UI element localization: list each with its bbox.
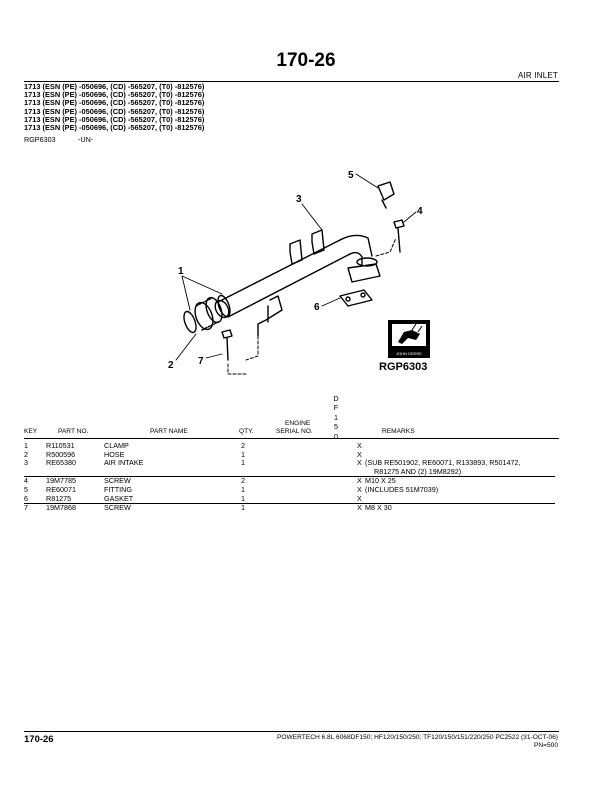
cell-part-name: SCREW bbox=[104, 477, 241, 486]
table-row bbox=[24, 459, 555, 477]
air-intake-tube-top bbox=[218, 240, 340, 302]
air-intake-tube-bottom bbox=[228, 254, 350, 317]
cell-remarks: M10 X 25 bbox=[365, 477, 555, 486]
cell-part-no: R81275 bbox=[46, 493, 72, 503]
cell-engine-serial bbox=[277, 495, 357, 504]
cell-engine-serial bbox=[277, 486, 357, 495]
callout-3: 3 bbox=[296, 194, 302, 205]
logo-text: JOHN DEERE bbox=[396, 351, 422, 356]
header-part-name: PART NAME bbox=[150, 428, 188, 435]
df-char: 1 bbox=[334, 412, 338, 422]
cell-qty: 1 bbox=[241, 449, 245, 459]
header-serial-no: SERIAL NO. bbox=[276, 428, 313, 435]
cell-part-no: RE65380 bbox=[46, 458, 76, 468]
table-row bbox=[24, 504, 555, 513]
cell-qty: 2 bbox=[241, 441, 245, 450]
cell-remarks: (INCLUDES 51M7039) bbox=[365, 484, 439, 494]
cell-engine-serial bbox=[277, 442, 357, 451]
cell-df: X bbox=[357, 441, 362, 450]
footer-pn: PN=500 bbox=[533, 741, 558, 749]
section-title: AIR INLET bbox=[517, 71, 558, 80]
cell-df: X bbox=[357, 484, 362, 494]
df-char: F bbox=[333, 403, 339, 413]
cell-key: 5 bbox=[24, 484, 28, 494]
serial-line: 1713 (ESN (PE) -050696, (CD) -565207, (T0) -812576) bbox=[24, 90, 205, 100]
cell-key: 3 bbox=[24, 458, 28, 468]
df-char: 0 bbox=[334, 431, 338, 441]
serial-line: 1713 (ESN (PE) -050696, (CD) -565207, (T0) -812576) bbox=[24, 123, 205, 133]
remarks-line: R81275 AND (2) 19M8292) bbox=[374, 466, 462, 476]
cell-qty: 1 bbox=[241, 504, 277, 513]
cell-df: X bbox=[357, 493, 362, 503]
serial-line: 1713 (ESN (PE) -050696, (CD) -565207, (T0) -812576) bbox=[24, 82, 205, 91]
cell-df: X bbox=[357, 477, 365, 486]
cell-part-no: R110531 bbox=[46, 441, 75, 450]
cell-engine-serial bbox=[277, 477, 357, 486]
cell-part-no: R500596 bbox=[46, 449, 76, 459]
footer-page-number: 170-26 bbox=[24, 734, 54, 745]
figure-caption: RGP6303 bbox=[379, 361, 428, 373]
footer-rule bbox=[24, 731, 559, 732]
header-key: KEY bbox=[24, 428, 38, 435]
cell-engine-serial bbox=[277, 451, 357, 460]
cell-key: 1 bbox=[24, 441, 28, 450]
callout-2: 2 bbox=[168, 360, 174, 371]
figure-ref-code: RGP6303 bbox=[24, 135, 56, 144]
df-char: 5 bbox=[334, 422, 338, 432]
cell-key: 4 bbox=[24, 477, 46, 486]
callout-4: 4 bbox=[417, 206, 423, 217]
cell-part-no: 19M7868 bbox=[46, 504, 104, 513]
cell-qty: 1 bbox=[241, 493, 245, 503]
cell-engine-serial bbox=[277, 504, 357, 513]
cell-remarks bbox=[365, 459, 555, 477]
cell-part-name: HOSE bbox=[104, 449, 125, 459]
df-column-header bbox=[331, 394, 341, 441]
cell-part-name: CLAMP bbox=[104, 441, 129, 450]
cell-df: X bbox=[357, 504, 365, 513]
header-engine: ENGINE bbox=[285, 420, 311, 427]
header-part-no: PART NO. bbox=[58, 428, 89, 435]
serial-list bbox=[24, 83, 204, 132]
table-header-rule bbox=[24, 438, 559, 439]
cell-part-name: AIR INTAKE bbox=[104, 458, 144, 468]
header-remarks: REMARKS bbox=[382, 428, 415, 435]
cell-qty: 2 bbox=[241, 477, 277, 486]
cell-df: X bbox=[357, 449, 362, 459]
figure-reference bbox=[24, 135, 93, 144]
remarks-line: (SUB RE501902, RE60071, R133893, R501472, bbox=[365, 458, 521, 468]
serial-line: 1713 (ESN (PE) -050696, (CD) -565207, (T0) -812576) bbox=[24, 98, 205, 108]
cell-engine-serial bbox=[277, 459, 357, 477]
serial-line: 1713 (ESN (PE) -050696, (CD) -565207, (T0) -812576) bbox=[24, 106, 205, 116]
figure-orientation: -UN- bbox=[78, 135, 94, 144]
cell-remarks bbox=[365, 495, 555, 504]
cell-df: X bbox=[357, 458, 362, 468]
parts-table bbox=[24, 442, 555, 513]
callout-1: 1 bbox=[178, 266, 184, 277]
cell-remarks bbox=[365, 442, 555, 451]
callout-7: 7 bbox=[198, 356, 204, 367]
cell-key: 7 bbox=[24, 504, 46, 513]
cell-qty: 1 bbox=[241, 458, 245, 468]
page-title: 170-26 bbox=[276, 50, 336, 71]
cell-part-name: FITTING bbox=[104, 484, 132, 494]
cell-part-name: SCREW bbox=[104, 504, 241, 513]
footer-info bbox=[277, 734, 558, 749]
cell-remarks: M8 X 30 bbox=[365, 504, 555, 513]
cell-key: 2 bbox=[24, 449, 28, 459]
cell-part-name: GASKET bbox=[104, 493, 134, 503]
cell-key: 6 bbox=[24, 493, 28, 503]
cell-part-no: 19M7785 bbox=[46, 477, 104, 486]
john-deere-logo bbox=[388, 320, 430, 358]
callout-5: 5 bbox=[348, 170, 354, 181]
callout-6: 6 bbox=[314, 302, 320, 313]
exploded-view-diagram bbox=[150, 160, 450, 390]
df-char: D bbox=[333, 394, 339, 403]
cell-qty: 1 bbox=[241, 484, 245, 494]
header-qty: QTY. bbox=[239, 428, 254, 435]
cell-part-no: RE60071 bbox=[46, 484, 76, 494]
serial-line: 1713 (ESN (PE) -050696, (CD) -565207, (T0) -812576) bbox=[24, 114, 205, 124]
footer-model-line: POWERTECH 6.8L 6068DF150; HF120/150/250; TF120/150/151/220/250 PC2522 (31-OCT-06) bbox=[276, 734, 558, 741]
